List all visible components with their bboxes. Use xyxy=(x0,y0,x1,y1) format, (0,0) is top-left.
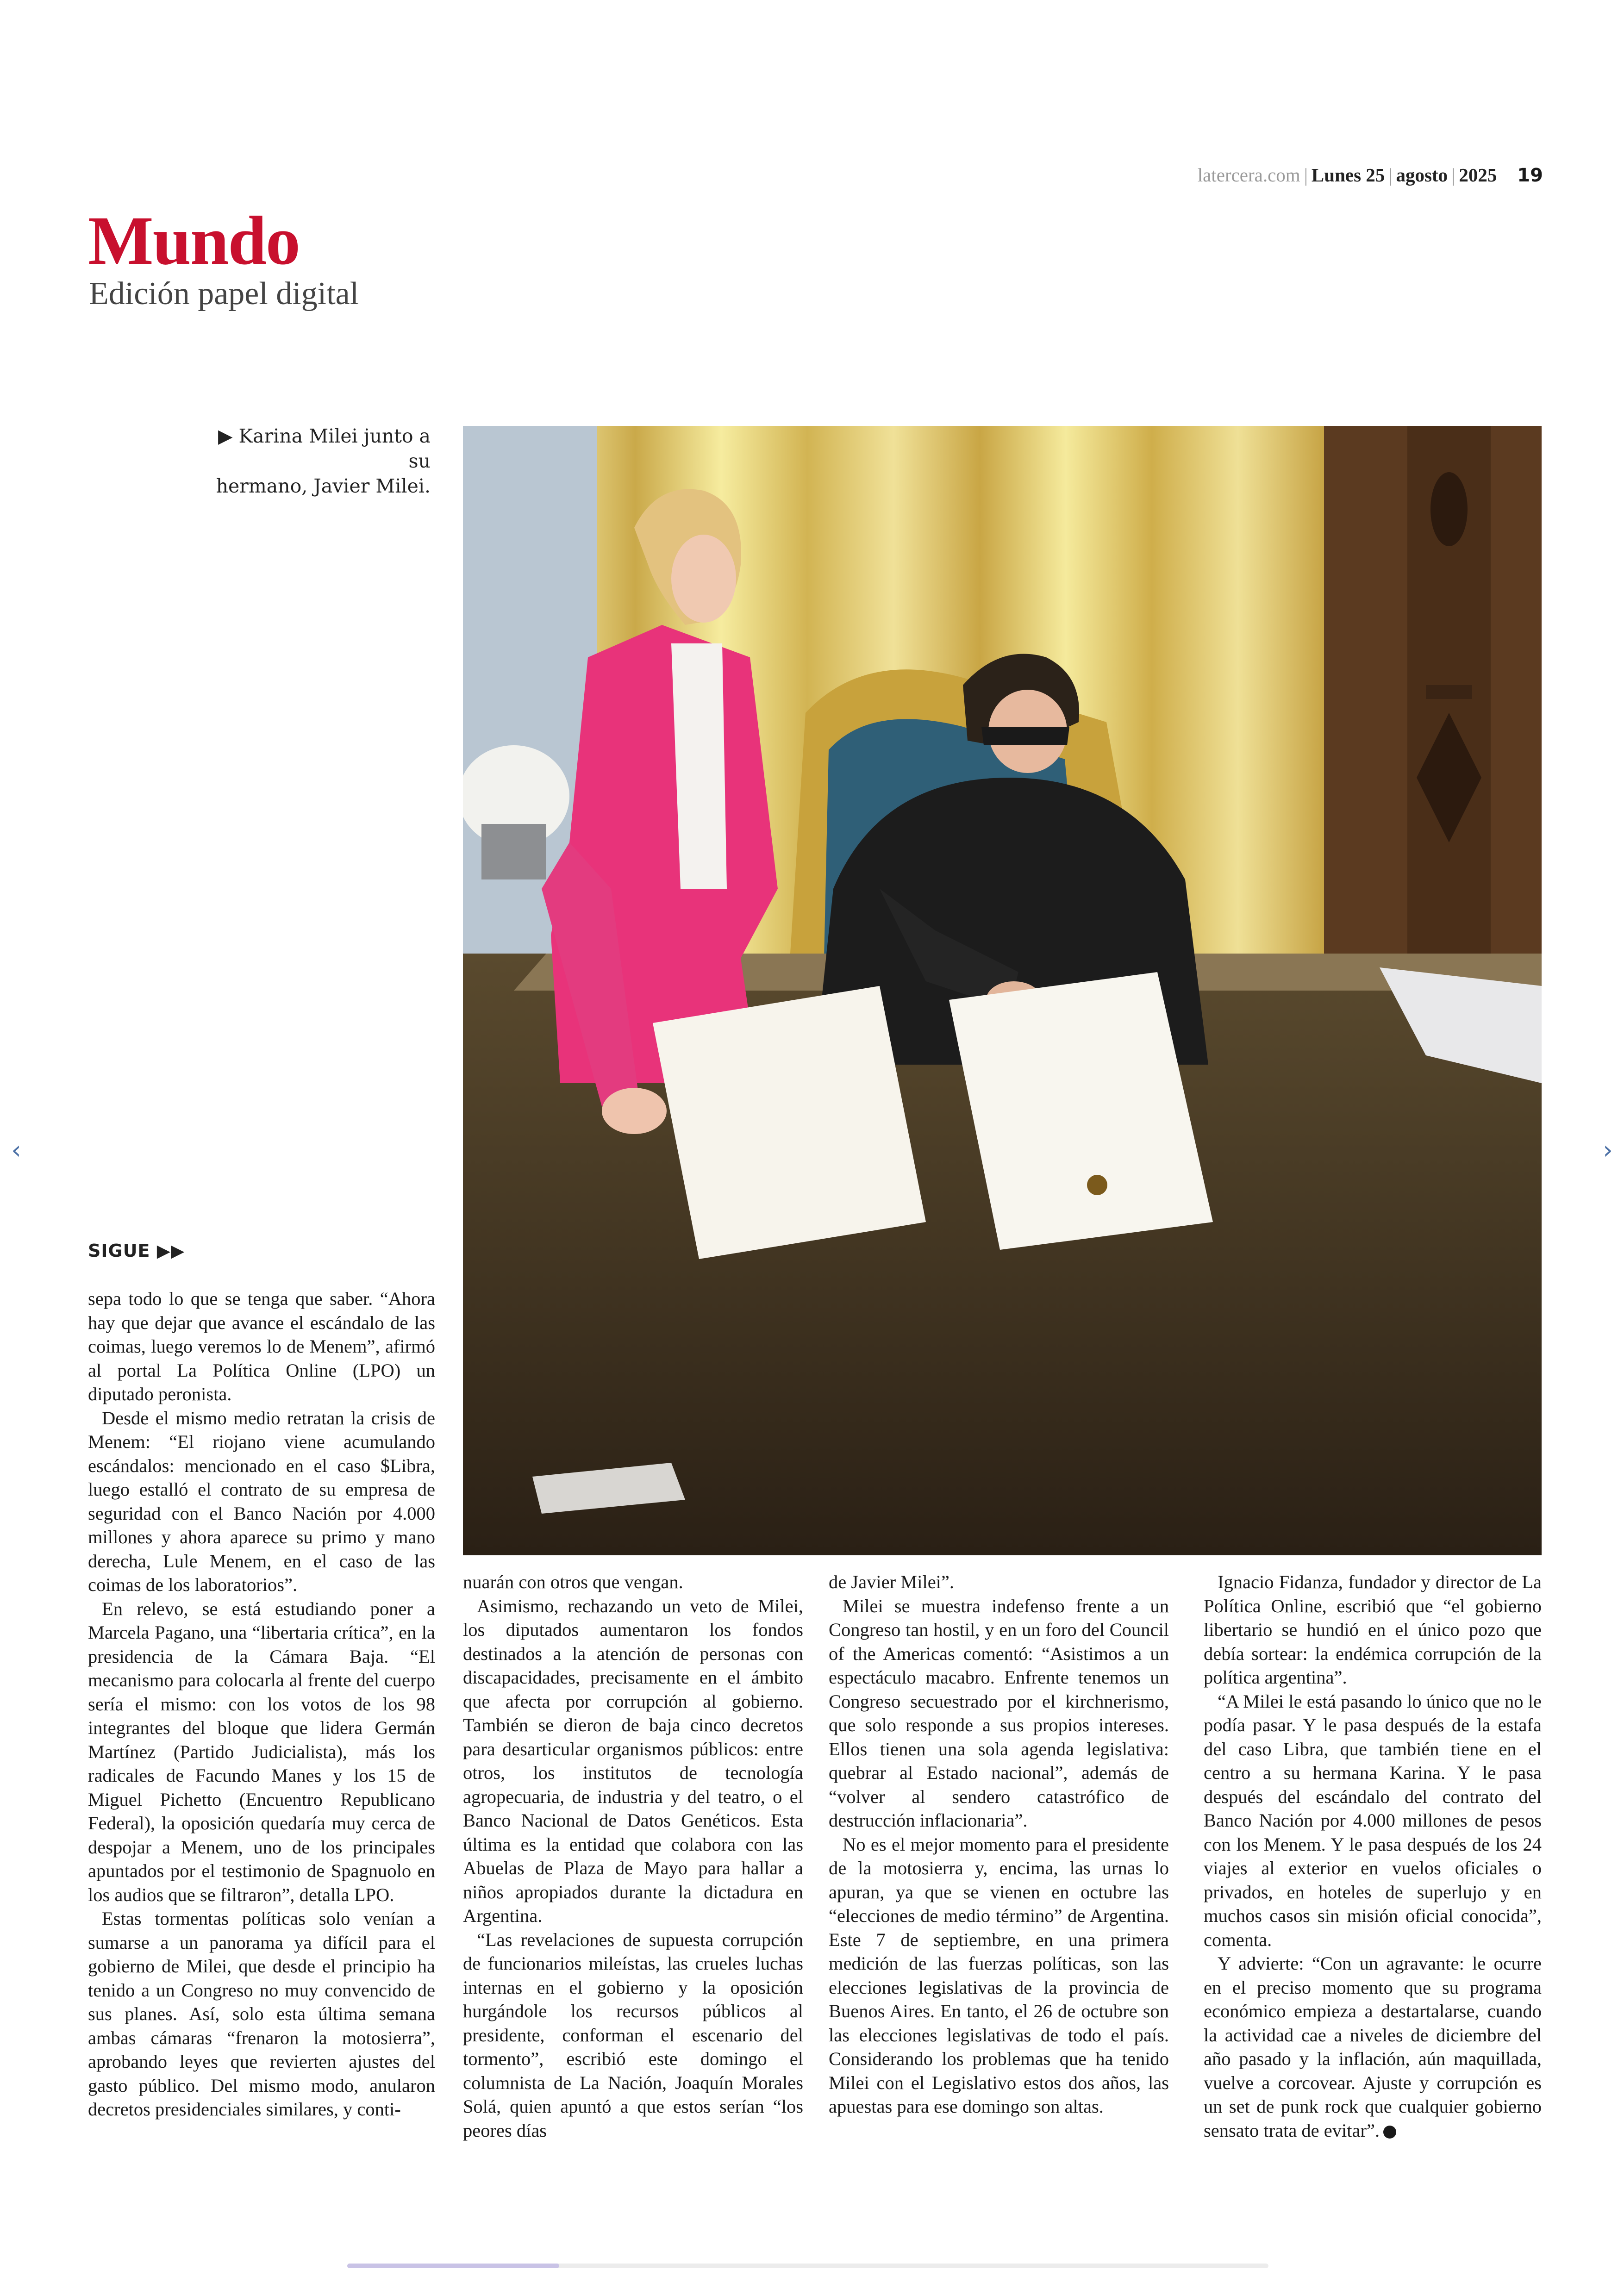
paragraph: de Javier Milei”. xyxy=(829,1572,955,1592)
main-photo xyxy=(463,426,1542,1555)
paragraph: Milei se muestra indefenso frente a un Congreso tan hostil, y en un foro del Council of the Americas comentó: “Asistimos a un espectáculo macabro. Enfrente tenemos un Congreso secuestrado por el kirchnerismo, que solo responde a sus propios intereses. Ellos tienen una sola agenda legislativa: quebrar al Estado nacional”, además de “volver al sendero catastrófico de destrucción inflacionaria”. xyxy=(829,1595,1169,1831)
photo-illustration xyxy=(463,426,1542,1555)
paragraph: En relevo, se está estudiando poner a Marcela Pagano, una “libertaria crítica”, en la presidencia de la Cámara Baja. “El mecanismo para colocarla al frente del cuerpo sería el mismo: con los votos de los 98 integrantes del bloque que lidera Germán Martínez (Partido Judicialista), más los radicales de Facundo Manes y los 15 de Miguel Pichetto (Encuentro Republicano Federal), la oposición quedaría muy cerca de despojar a Menem, uno de los principales apuntados por el testimonio de Spagnuolo en los audios que se filtraron”, detalla LPO. xyxy=(88,1598,435,1905)
caption-line-1: Karina Milei junto a su xyxy=(238,425,431,472)
caption-marker-icon: ▶ xyxy=(218,425,233,447)
page-header: latercera.com | Lunes 25 | agosto | 2025 19 xyxy=(1197,164,1543,186)
photo-caption xyxy=(199,424,431,499)
reading-progress-fill xyxy=(347,2264,559,2268)
paragraph: “Las revelaciones de supuesta corrupción de funcionarios mileístas, las crueles luchas internas en el gobierno y la oposición hurgándole los recursos públicos al presidente, conforman el escenario del tormento”, escribió este domingo el columnista de La Nación, Joaquín Morales Solá, quien apuntó a que estos serían “los peores días xyxy=(463,1929,803,2141)
reading-progress-bar xyxy=(347,2264,1268,2268)
header-year: 2025 xyxy=(1459,164,1497,186)
paragraph: Estas tormentas políticas solo venían a sumarse a un panorama ya difícil para el gobierno de Milei, que desde el principio ha tenido a un Congreso no muy convencido de sus planes. Así, solo esta última semana ambas cámaras “frenaron la motosierra”, aprobando leyes que revierten ajustes del gasto público. Del mismo modo, anularon decretos presidenciales similares, y conti- xyxy=(88,1908,435,2120)
previous-page-icon[interactable]: ‹ xyxy=(11,1135,21,1165)
paragraph: Ignacio Fidanza, fundador y director de La Política Online, escribió que “el gobierno libertario se hundió en el único pozo que debía sortear: la endémica corrupción de la política argentina”. xyxy=(1204,1572,1542,1688)
header-month: agosto xyxy=(1396,164,1448,186)
article-column-1 xyxy=(88,1287,435,2121)
page-number: 19 xyxy=(1517,165,1543,186)
paragraph xyxy=(1204,1952,1542,2142)
paragraph: No es el mejor momento para el presidente de la motosierra y, encima, las urnas lo apuran, ya que se vienen en octubre las “elecciones de medio término” de Argentina. Este 7 de septiembre, en una primera medición de las fuerzas políticas, son las elecciones legislativas de la provincia de Buenos Aires. En tanto, el 26 de octubre son las elecciones legislativas de todo el país. Considerando los problemas que ha tenido Milei con el Legislativo estos dos años, las apuestas para ese domingo son altas. xyxy=(829,1834,1169,2117)
paragraph: nuarán con otros que vengan. xyxy=(463,1572,683,1592)
section-title: Mundo xyxy=(88,202,300,279)
continued-label: SIGUE ▶▶ xyxy=(88,1241,185,1261)
paragraph: sepa todo lo que se tenga que saber. “Ahora hay que dejar que avance el escándalo de las coimas, luego veremos lo de Menem”, afirmó al portal La Política Online (LPO) un diputado peronista. xyxy=(88,1288,435,1404)
site-name: latercera.com xyxy=(1197,164,1300,186)
header-day: Lunes 25 xyxy=(1311,164,1385,186)
section-subtitle: Edición papel digital xyxy=(89,276,359,312)
article-column-2 xyxy=(463,1570,803,2142)
paragraph: “A Milei le está pasando lo único que no le podía pasar. Y le pasa después de la estafa del caso Libra, que también tiene en el centro a su hermana Karina. Y le pasa después del escándalo del contrato del Banco Nación por 4.000 millones de pesos con los Menem. Y le pasa después de los 24 viajes al exterior en vuelos oficiales o privados, en hoteles de superlujo y en muchos casos sin misión oficial conocida”, comenta. xyxy=(1204,1690,1542,1950)
paragraph: Asimismo, rechazando un veto de Milei, los diputados aumentaron los fondos destinados a la atención de personas con discapacidades, precisamente en el ámbito que afecta por corrupción al gobierno. También se dieron de baja cinco decretos para desarticular organismos públicos: entre otros, los institutos de tecnología agropecuaria, de industria y del teatro, o el Banco Nacional de Datos Genéticos. Esta última es la entidad que colabora con las Abuelas de Plaza de Mayo para hallar a niños apropiados durante la dictadura en Argentina. xyxy=(463,1595,803,1926)
end-mark-icon xyxy=(1383,2126,1396,2139)
caption-line-2: hermano, Javier Milei. xyxy=(216,475,431,497)
article-column-4 xyxy=(1204,1570,1542,2142)
paragraph: Desde el mismo medio retratan la crisis de Menem: “El riojano viene acumulando escándalos: mencionado en el caso $Libra, luego estalló el contrato de su empresa de seguridad con el Banco Nación por 4.000 millones y ahora aparece su primo y mano derecha, Lule Menem, en el caso de las coimas de los laboratorios”. xyxy=(88,1407,435,1595)
next-page-icon[interactable]: › xyxy=(1603,1135,1613,1165)
paragraph-text: Y advierte: “Con un agravante: le ocurre en el preciso momento que su programa económico empieza a destartalarse, cuando la actividad cae a niveles de diciembre del año pasado y la inflación, aún maquillada, vuelve a corcovear. Ajuste y corrupción es un set de punk rock que cualquier gobierno sensato trata de evitar”. xyxy=(1204,1953,1542,2141)
article-column-3 xyxy=(829,1570,1169,2119)
